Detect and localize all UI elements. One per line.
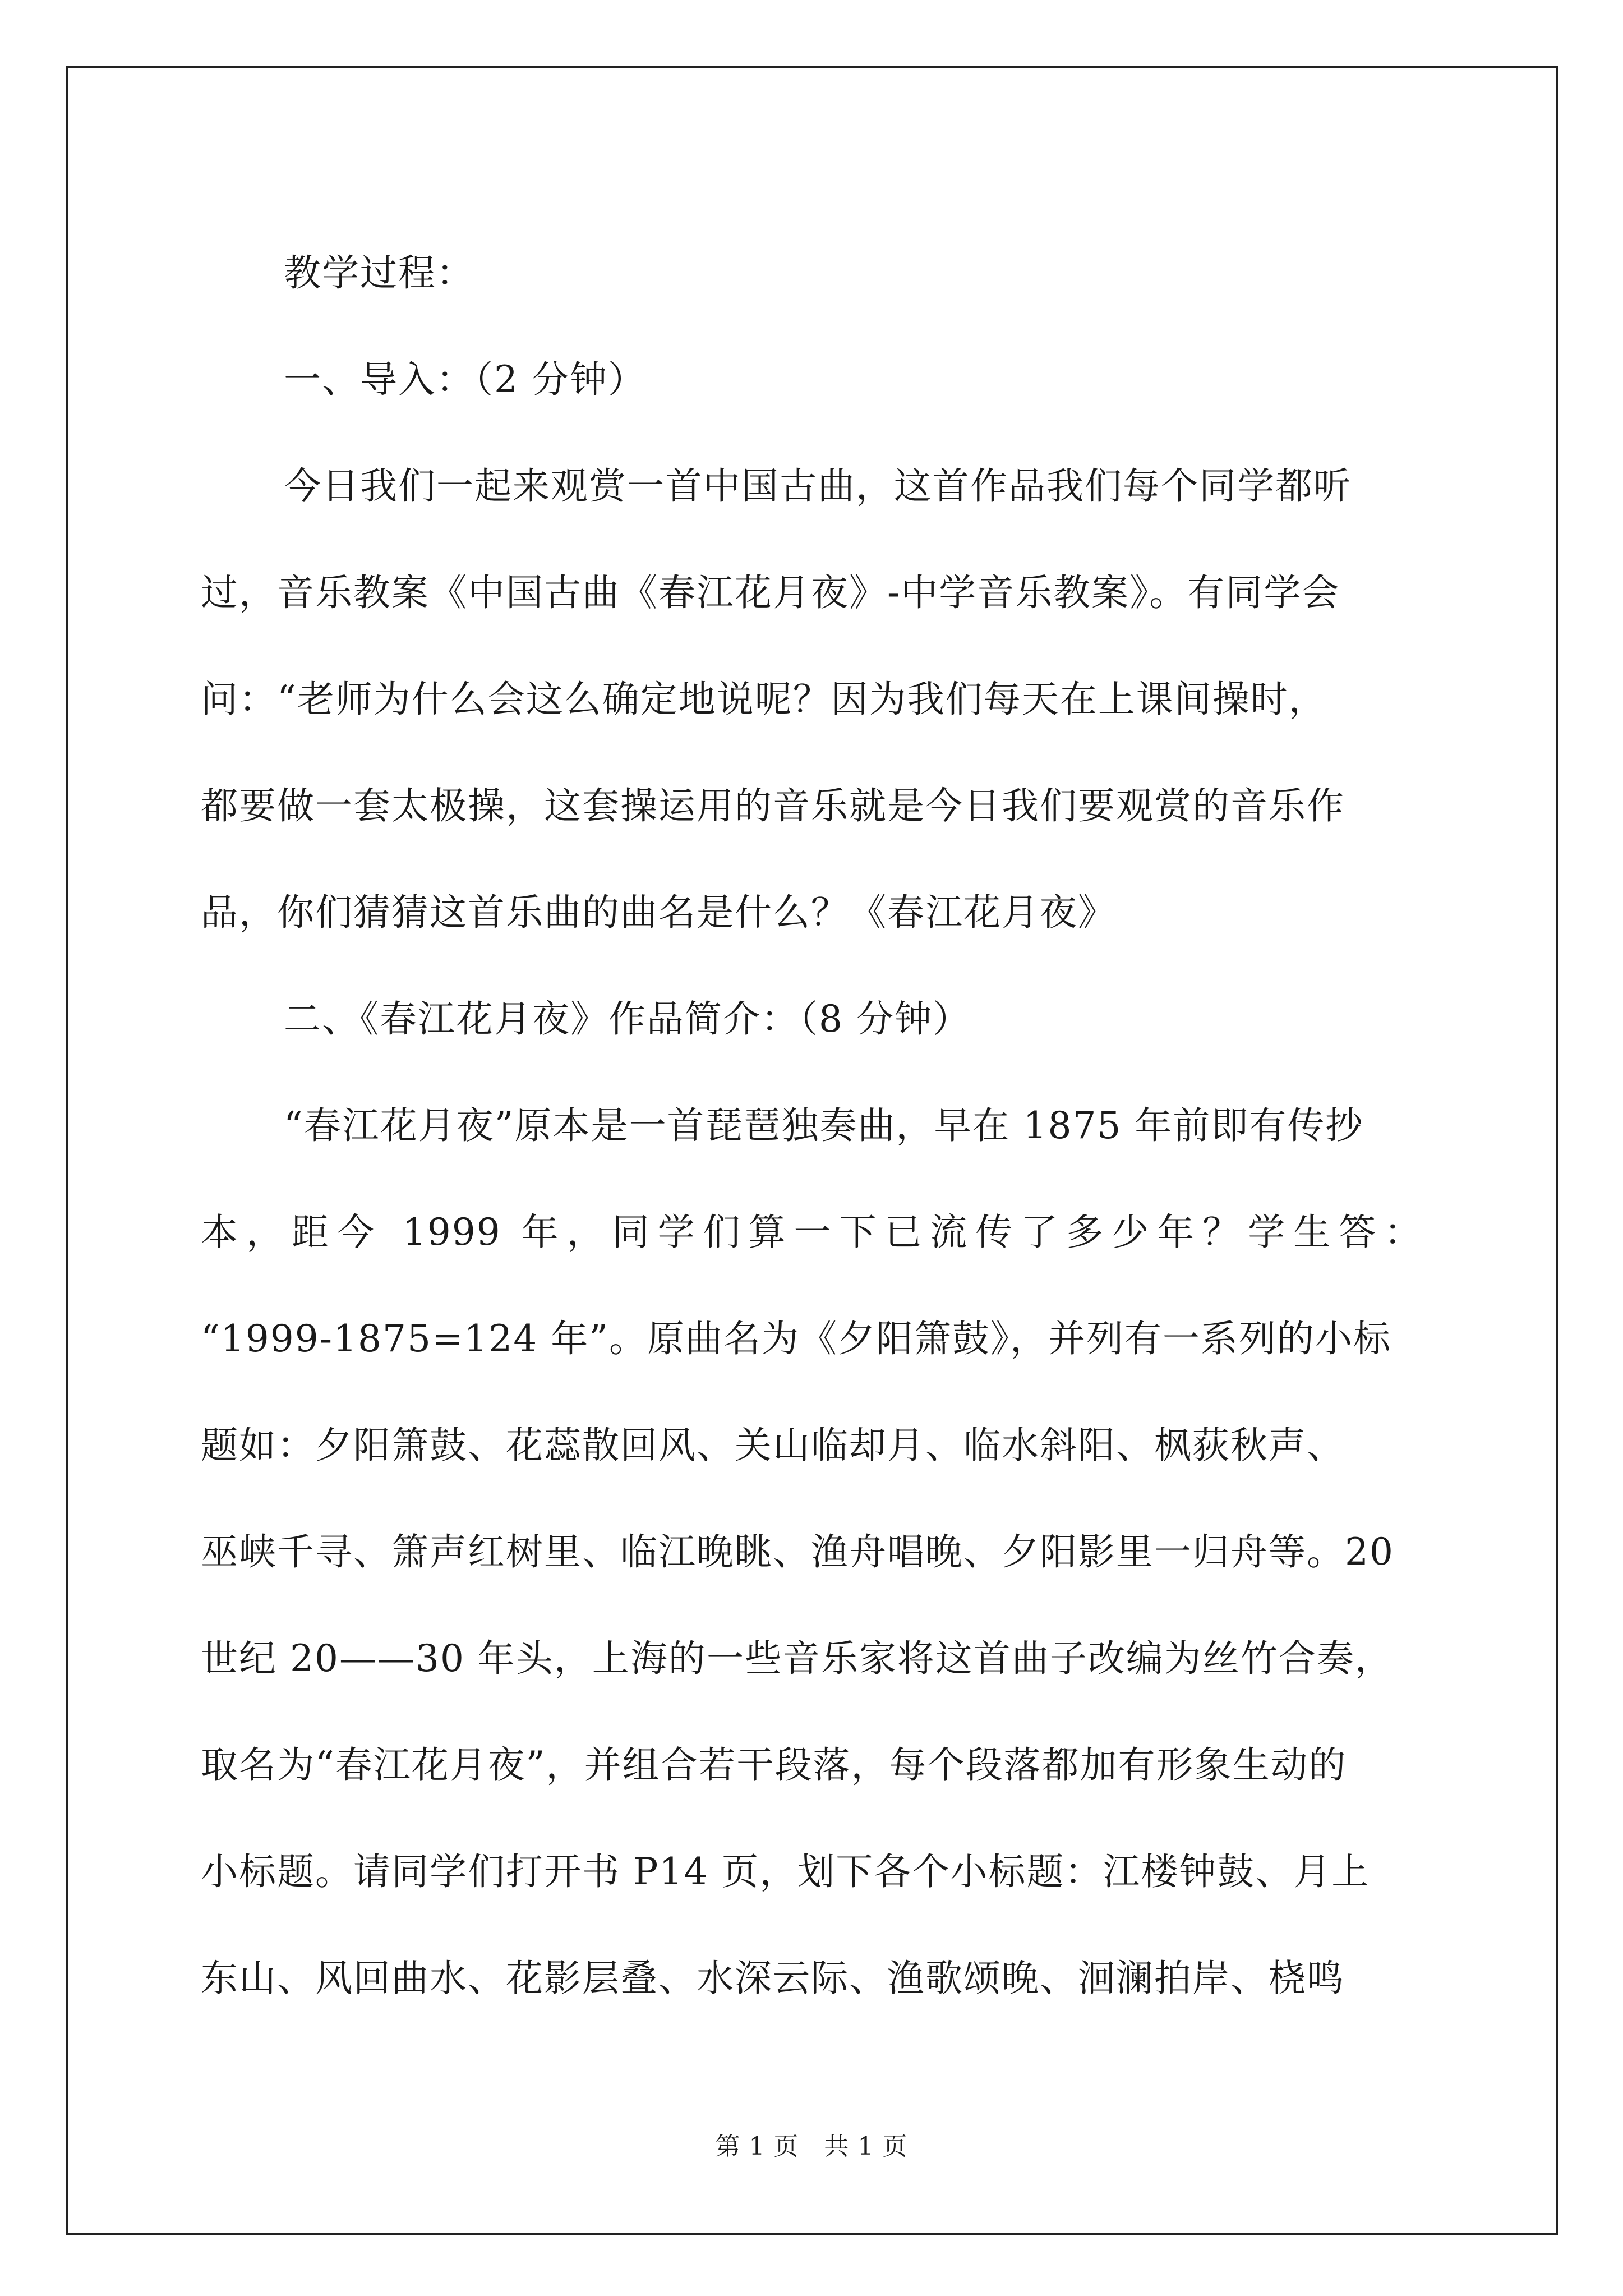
text-line: 世纪 20——30 年头，上海的一些音乐家将这首曲子改编为丝竹合奏，: [201, 1637, 1393, 1680]
text-line: 东山、风回曲水、花影层叠、水深云际、渔歌颂晚、洄澜拍岸、桡鸣: [201, 1957, 1345, 2000]
text-line: 巫峡千寻、箫声红树里、临江晚眺、渔舟唱晚、夕阳影里一归舟等。20: [201, 1530, 1394, 1573]
text-line: “1999-1875=124 年”。原曲名为《夕阳箫鼓》，并列有一系列的小标: [201, 1317, 1391, 1360]
document-body: [201, 220, 1422, 2032]
text-line: 二、《春江花月夜》作品简介：（8 分钟）: [284, 997, 971, 1041]
text-line: 题如：夕阳箫鼓、花蕊散回风、关山临却月、临水斜阳、枫荻秋声、: [201, 1424, 1345, 1467]
text-line: 问：“老师为什么会这么确定地说呢？因为我们每天在上课间操时，: [201, 678, 1327, 721]
text-line: 今日我们一起来观赏一首中国古曲，这首作品我们每个同学都听: [284, 464, 1352, 508]
text-line: 本，距今 1999 年，同学们算一下已流传了多少年？学生答：: [201, 1211, 1422, 1254]
text-line: 教学过程：: [284, 251, 474, 295]
text-line: “春江花月夜”原本是一首琵琶独奏曲，早在 1875 年前即有传抄: [284, 1104, 1364, 1147]
text-line: 都要做一套太极操，这套操运用的音乐就是今日我们要观赏的音乐作: [201, 784, 1345, 827]
text-line: 取名为“春江花月夜”，并组合若干段落，每个段落都加有形象生动的: [201, 1743, 1347, 1787]
text-line: 过，音乐教案《中国古曲《春江花月夜》-中学音乐教案》。有同学会: [201, 571, 1340, 614]
text-line: 品，你们猜猜这首乐曲的曲名是什么？《春江花月夜》: [201, 891, 1116, 934]
text-line: 一、导入：（2 分钟）: [284, 358, 646, 401]
text-line: 小标题。请同学们打开书 P14 页，划下各个小标题：江楼钟鼓、月上: [201, 1850, 1370, 1893]
page-number-footer: 第 1 页 共 1 页: [715, 2132, 908, 2161]
